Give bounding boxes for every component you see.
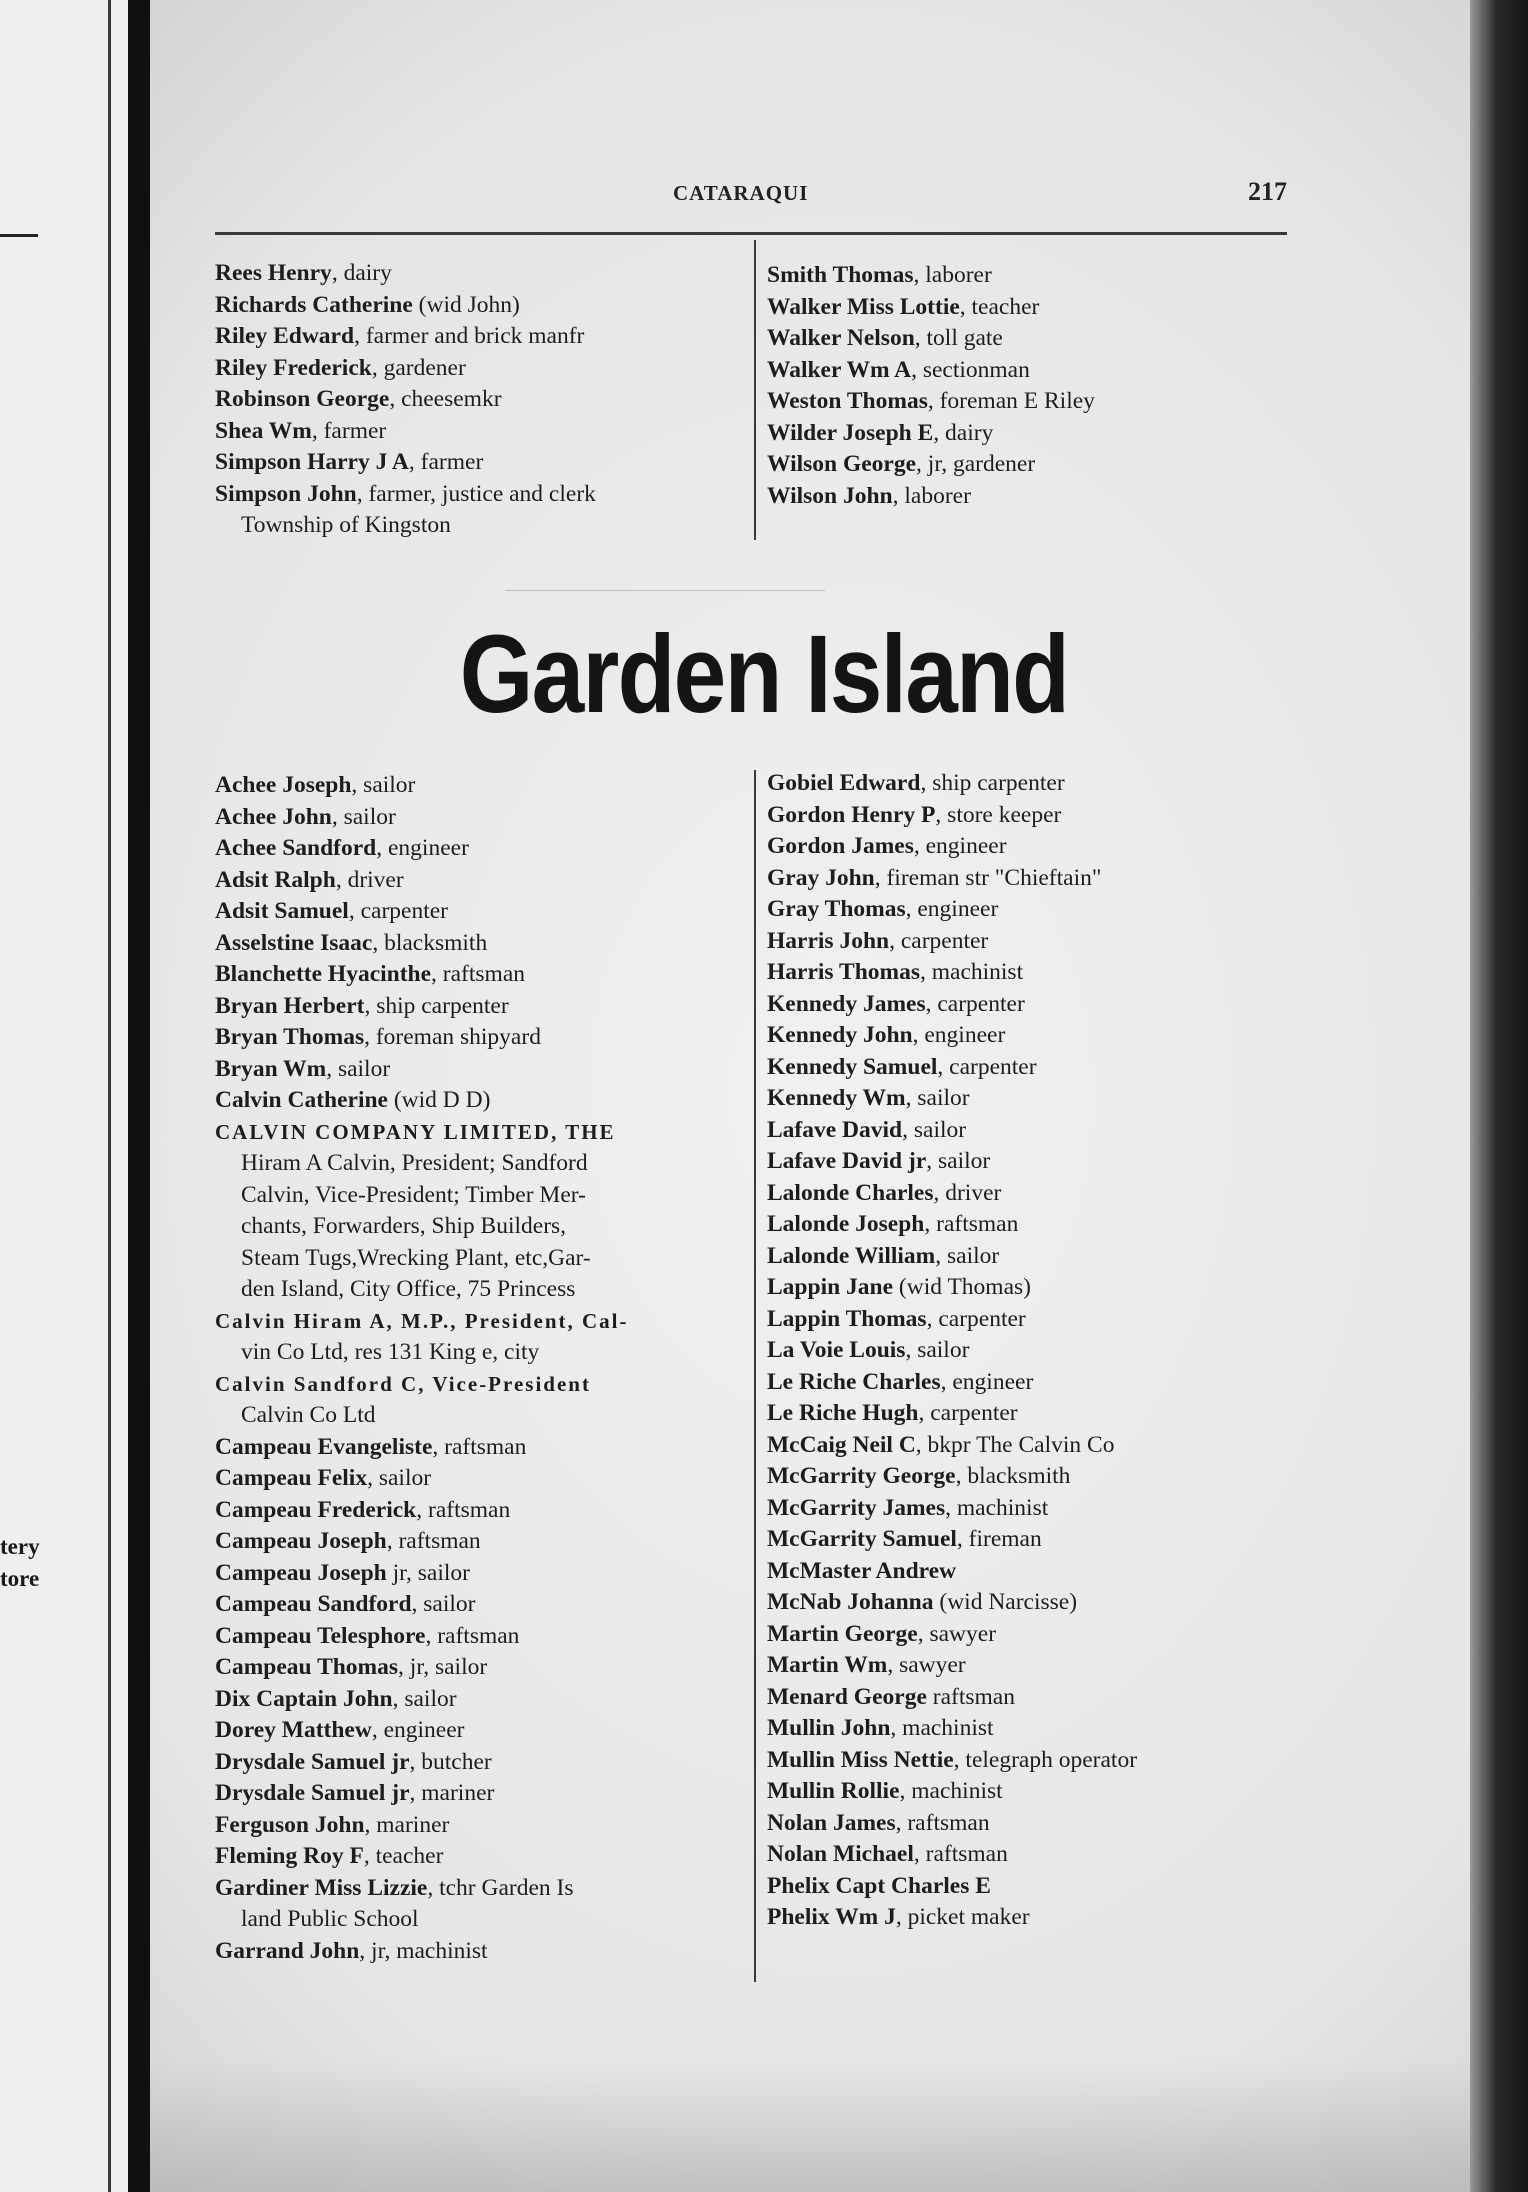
entry-text: chants, Forwarders, Ship Builders, [241, 1213, 567, 1239]
entry-name: Robinson George [215, 386, 390, 412]
entry-description: , jr, sailor [398, 1654, 488, 1680]
entry-description: raftsman [926, 1683, 1015, 1710]
entry-text: vin Co Ltd, res 131 King e, city [241, 1339, 540, 1365]
page-number: 217 [1248, 177, 1287, 206]
directory-entry [215, 416, 596, 448]
entry-description: , cheesemkr [389, 386, 502, 412]
directory-entry [215, 1621, 629, 1653]
entry-description: , machinist [945, 1494, 1049, 1521]
entry-description: , mariner [409, 1780, 495, 1806]
entry-name: Weston Thomas [767, 388, 928, 414]
entry-text: Calvin Co Ltd [241, 1402, 376, 1428]
entry-name: Menard George [767, 1683, 927, 1710]
entry-name: Kennedy John [767, 1022, 913, 1048]
directory-entry [767, 1556, 1137, 1588]
entry-name: Campeau Joseph [215, 1559, 387, 1586]
entry-name: Dix Captain John [215, 1685, 393, 1712]
entry-name: Shea Wm [215, 417, 312, 444]
directory-entry [767, 894, 1137, 926]
entry-name: La Voie Louis [767, 1337, 906, 1363]
directory-entry [767, 1020, 1137, 1052]
directory-entry [215, 1463, 629, 1495]
directory-entry [767, 1871, 1137, 1903]
cataraqui-left-column [215, 258, 596, 542]
entry-description: , laborer [892, 482, 971, 509]
entry-description: , dairy [331, 260, 392, 286]
directory-entry [215, 1526, 629, 1558]
directory-entry [215, 833, 629, 865]
directory-entry [215, 865, 629, 897]
directory-entry [767, 292, 1095, 324]
entry-description: , farmer, justice and clerk [356, 480, 596, 507]
directory-entry [215, 802, 629, 834]
directory-entry [767, 1209, 1137, 1241]
entry-description: , teacher [959, 293, 1040, 320]
entry-name: Simpson Harry J A [215, 449, 409, 475]
entry-description: , ship carpenter [920, 770, 1065, 796]
entry-name: Riley Edward [215, 323, 355, 349]
entry-description: (wid D D) [387, 1087, 491, 1113]
entry-description: , ship carpenter [364, 992, 509, 1019]
entry-name: Bryan Herbert [215, 992, 365, 1019]
entry-name: Rees Henry [215, 260, 332, 286]
entry-name: Gardiner Miss Lizzie [215, 1874, 428, 1901]
entry-continuation [215, 1211, 629, 1243]
entry-name: Martin George [767, 1620, 918, 1647]
entry-name: Lafave David jr [767, 1148, 927, 1174]
directory-entry [215, 1117, 629, 1149]
directory-entry [215, 1747, 629, 1779]
directory-entry [767, 481, 1095, 513]
entry-name: McMaster Andrew [767, 1557, 957, 1584]
entry-name: Harris Thomas [767, 959, 920, 985]
entry-description: , sectionman [911, 356, 1030, 383]
entry-description: , blacksmith [955, 1463, 1071, 1489]
entry-description: , fireman str "Chieftain" [874, 864, 1102, 891]
directory-entry [215, 447, 596, 479]
directory-entry [767, 418, 1095, 450]
directory-entry [767, 1083, 1137, 1115]
entry-description: , engineer [371, 1717, 465, 1743]
entry-description: , telegraph operator [953, 1746, 1138, 1773]
entry-description: , carpenter [348, 898, 448, 924]
directory-entry [215, 1778, 629, 1810]
previous-page-fragment: tery [0, 1534, 40, 1559]
entry-description: , sailor [367, 1465, 432, 1491]
entry-description: , carpenter [918, 1400, 1018, 1426]
entry-name: Walker Wm A [767, 356, 912, 383]
directory-entry [215, 290, 596, 322]
header-rule [215, 232, 1287, 235]
entry-text: Township of Kingston [241, 512, 451, 538]
entry-description: , sailor [331, 803, 396, 830]
entry-description: , farmer [311, 417, 387, 444]
entry-description: , sailor [926, 1148, 991, 1174]
directory-entry [767, 1367, 1137, 1399]
entry-description: , sailor [392, 1685, 457, 1712]
directory-entry [767, 1493, 1137, 1525]
entry-name: Garrand John [215, 1937, 360, 1964]
entry-name: Blanchette Hyacinthe [215, 961, 432, 987]
entry-description: , raftsman [416, 1496, 511, 1523]
entry-name: Mullin Miss Nettie [767, 1746, 954, 1773]
entry-name: Lappin Jane [767, 1274, 894, 1300]
directory-entry [767, 1115, 1137, 1147]
directory-entry [215, 1715, 629, 1747]
entry-name: Gobiel Edward [767, 770, 921, 796]
directory-entry [215, 1684, 629, 1716]
directory-entry [767, 1745, 1137, 1777]
entry-description: jr, sailor [386, 1559, 470, 1586]
entry-name: Bryan Thomas [215, 1024, 365, 1050]
directory-entry [767, 1524, 1137, 1556]
entry-name: Dorey Matthew [215, 1717, 372, 1743]
directory-entry [215, 928, 629, 960]
entry-description: , mariner [364, 1811, 450, 1838]
entry-description: , gardener [371, 354, 466, 381]
directory-entry [215, 258, 596, 290]
directory-entry [215, 1085, 629, 1117]
entry-text: Hiram A Calvin, President; Sandford [241, 1150, 588, 1176]
entry-description: (wid John) [412, 291, 520, 318]
entry-description: , jr, gardener [916, 451, 1036, 477]
directory-entry [767, 926, 1137, 958]
directory-entry [767, 831, 1137, 863]
previous-page-rule [0, 234, 38, 237]
entry-description: , butcher [409, 1748, 492, 1775]
entry-description: , teacher [363, 1843, 444, 1869]
entry-description: , picket maker [895, 1904, 1030, 1930]
directory-entry [767, 260, 1095, 292]
entry-name: Kennedy Wm [767, 1085, 906, 1111]
entry-name: Lalonde Charles [767, 1179, 934, 1206]
directory-entry [215, 1558, 629, 1590]
entry-description: , raftsman [425, 1622, 520, 1649]
entry-text: Calvin, Vice-President; Timber Mer- [241, 1181, 586, 1208]
right-page-edge [1470, 0, 1528, 2192]
entry-name: Lalonde Joseph [767, 1211, 925, 1237]
directory-entry [767, 1335, 1137, 1367]
entry-description: , jr, machinist [359, 1937, 488, 1964]
directory-entry [767, 1461, 1137, 1493]
entry-name: Martin Wm [767, 1652, 888, 1678]
entry-name: CALVIN COMPANY LIMITED, THE [215, 1119, 616, 1144]
entry-description: (wid Thomas) [893, 1274, 1031, 1300]
entry-name: Le Riche Hugh [767, 1400, 919, 1426]
entry-text: den Island, City Office, 75 Princess [241, 1276, 576, 1302]
entry-name: McGarrity George [767, 1463, 956, 1489]
entry-description: , driver [933, 1179, 1002, 1206]
entry-description: , carpenter [925, 990, 1025, 1017]
section-title: Garden Island [459, 613, 1069, 736]
directory-entry [215, 1054, 629, 1086]
entry-name: Lafave David [767, 1116, 903, 1143]
entry-description: , sailor [905, 1337, 970, 1363]
entry-name: Ferguson John [215, 1811, 365, 1838]
entry-description: , laborer [913, 262, 992, 288]
entry-name: Campeau Felix [215, 1465, 368, 1491]
directory-entry [767, 386, 1095, 418]
entry-name: Phelix Wm J [767, 1904, 896, 1930]
binding-line [108, 0, 111, 2192]
directory-entry [767, 1430, 1137, 1462]
garden-island-right-column [767, 768, 1137, 1934]
entry-name: Adsit Ralph [215, 866, 336, 893]
entry-name: Adsit Samuel [215, 898, 349, 924]
entry-description: , raftsman [895, 1809, 990, 1836]
bottom-shadow [150, 2060, 1470, 2192]
entry-name: Achee John [215, 803, 332, 830]
cataraqui-right-column [767, 260, 1095, 512]
entry-name: Calvin Sandford C, Vice-President [215, 1371, 591, 1396]
directory-entry [767, 1713, 1137, 1745]
previous-page-fragment: tore [0, 1566, 40, 1591]
entry-name: Le Riche Charles [767, 1368, 941, 1395]
entry-name: Calvin Hiram A, M.P., President, Cal- [215, 1308, 629, 1333]
entry-description: , sailor [905, 1085, 970, 1111]
directory-entry [767, 323, 1095, 355]
directory-entry [767, 1398, 1137, 1430]
directory-entry [767, 1902, 1137, 1934]
entry-description: , raftsman [431, 961, 526, 987]
entry-description: , foreman E Riley [927, 388, 1095, 414]
directory-entry [767, 1241, 1137, 1273]
directory-entry [767, 1839, 1137, 1871]
directory-entry [215, 1652, 629, 1684]
directory-entry [767, 863, 1137, 895]
entry-description: , sawyer [887, 1652, 966, 1678]
entry-description: , machinist [919, 959, 1024, 985]
entry-continuation [215, 1243, 629, 1275]
directory-entry [767, 1682, 1137, 1714]
entry-continuation [215, 1180, 629, 1212]
entry-continuation [215, 1904, 629, 1936]
entry-continuation [215, 1148, 629, 1180]
entry-description: , toll gate [914, 325, 1003, 351]
directory-entry [767, 1619, 1137, 1651]
directory-entry [767, 768, 1137, 800]
directory-entry [767, 1178, 1137, 1210]
section-separator [505, 590, 825, 591]
directory-entry [767, 1304, 1137, 1336]
directory-entry [215, 479, 596, 511]
entry-description: , carpenter [937, 1053, 1037, 1080]
entry-name: Smith Thomas [767, 262, 914, 288]
directory-entry [215, 1810, 629, 1842]
entry-description: , carpenter [926, 1305, 1026, 1332]
directory-entry [767, 957, 1137, 989]
entry-description: , farmer [408, 449, 484, 475]
directory-entry [215, 1936, 629, 1968]
entry-name: Phelix Capt Charles E [767, 1872, 991, 1899]
entry-name: Walker Nelson [767, 325, 915, 351]
entry-name: Campeau Frederick [215, 1496, 417, 1523]
entry-continuation [215, 1337, 629, 1369]
entry-description: , bkpr The Calvin Co [915, 1431, 1115, 1458]
entry-name: McGarrity Samuel [767, 1526, 957, 1552]
directory-entry [215, 896, 629, 928]
directory-entry [215, 1369, 629, 1401]
entry-name: Bryan Wm [215, 1055, 327, 1082]
entry-description: , raftsman [432, 1433, 527, 1460]
directory-entry [767, 800, 1137, 832]
entry-name: Nolan James [767, 1809, 896, 1836]
entry-description: , sailor [351, 772, 416, 798]
entry-description: , engineer [376, 835, 469, 861]
entry-description: , engineer [905, 896, 999, 922]
entry-name: Kennedy James [767, 990, 926, 1017]
entry-description: , engineer [912, 1022, 1006, 1048]
entry-name: Simpson John [215, 480, 357, 507]
directory-entry [215, 959, 629, 991]
entry-description: , dairy [933, 419, 994, 446]
directory-entry [215, 384, 596, 416]
directory-entry [215, 991, 629, 1023]
entry-text: land Public School [241, 1906, 419, 1932]
entry-name: Gordon Henry P [767, 801, 936, 828]
entry-description: , engineer [940, 1368, 1034, 1395]
entry-description: , driver [335, 866, 404, 893]
entry-name: Gordon James [767, 833, 914, 859]
entry-description: , raftsman [924, 1211, 1019, 1237]
entry-name: Wilson John [767, 482, 893, 509]
directory-entry [215, 770, 629, 802]
entry-description: , machinist [899, 1778, 1003, 1804]
directory-entry [215, 1495, 629, 1527]
entry-name: Campeau Joseph [215, 1528, 387, 1554]
entry-name: Campeau Evangeliste [215, 1433, 433, 1460]
column-divider [754, 240, 756, 540]
entry-description: , sailor [935, 1242, 1000, 1269]
directory-entry [767, 1776, 1137, 1808]
entry-name: Walker Miss Lottie [767, 293, 960, 320]
directory-entry [215, 1873, 629, 1905]
entry-name: Fleming Roy F [215, 1843, 364, 1869]
directory-entry [767, 1052, 1137, 1084]
entry-name: Achee Sandford [215, 835, 377, 861]
entry-name: Achee Joseph [215, 772, 352, 798]
entry-name: Calvin Catherine [215, 1087, 388, 1113]
entry-name: Kennedy Samuel [767, 1053, 938, 1080]
directory-entry [767, 449, 1095, 481]
entry-description: , carpenter [889, 927, 989, 954]
entry-description: , farmer and brick manfr [354, 323, 585, 349]
directory-entry [215, 1841, 629, 1873]
entry-name: Lappin Thomas [767, 1305, 927, 1332]
directory-entry [767, 355, 1095, 387]
entry-name: Drysdale Samuel jr [215, 1748, 410, 1775]
entry-name: Campeau Sandford [215, 1591, 412, 1617]
entry-name: McGarrity James [767, 1494, 946, 1521]
directory-entry [215, 1022, 629, 1054]
directory-entry [767, 1587, 1137, 1619]
directory-entry [215, 1432, 629, 1464]
directory-entry [767, 1808, 1137, 1840]
entry-name: Lalonde William [767, 1242, 936, 1269]
entry-description: , machinist [890, 1715, 994, 1741]
running-head: CATARAQUI [673, 181, 809, 205]
directory-entry [767, 1650, 1137, 1682]
entry-text: Steam Tugs,Wrecking Plant, etc,Gar- [241, 1244, 591, 1271]
entry-name: Gray John [767, 864, 875, 891]
entry-name: Campeau Thomas [215, 1654, 399, 1680]
entry-description: , raftsman [386, 1528, 481, 1554]
entry-name: Gray Thomas [767, 896, 906, 922]
entry-name: Mullin John [767, 1715, 891, 1741]
entry-continuation [215, 1400, 629, 1432]
entry-description: , sawyer [917, 1620, 997, 1647]
entry-name: McNab Johanna [767, 1589, 934, 1615]
entry-description: , store keeper [935, 801, 1062, 828]
entry-name: Riley Frederick [215, 354, 372, 381]
entry-description: , blacksmith [372, 929, 488, 956]
entry-description: , sailor [411, 1591, 476, 1617]
entry-name: Wilder Joseph E [767, 419, 934, 446]
entry-description: , raftsman [913, 1841, 1008, 1867]
entry-name: Wilson George [767, 451, 917, 477]
entry-continuation [215, 510, 596, 542]
entry-description: , sailor [902, 1116, 967, 1143]
entry-name: Campeau Telesphore [215, 1622, 426, 1649]
entry-name: Richards Catherine [215, 291, 413, 318]
garden-island-left-column [215, 770, 629, 1967]
directory-entry [767, 1146, 1137, 1178]
directory-entry [215, 353, 596, 385]
page-binding-shadow [128, 0, 150, 2192]
entry-name: Drysdale Samuel jr [215, 1780, 410, 1806]
entry-name: Asselstine Isaac [215, 929, 373, 956]
directory-entry [767, 989, 1137, 1021]
column-divider [754, 770, 756, 1982]
directory-entry [767, 1272, 1137, 1304]
entry-description: , fireman [956, 1526, 1042, 1552]
entry-name: McCaig Neil C [767, 1431, 916, 1458]
entry-name: Harris John [767, 927, 890, 954]
entry-name: Mullin Rollie [767, 1778, 900, 1804]
entry-description: , engineer [913, 833, 1007, 859]
directory-entry [215, 1306, 629, 1338]
entry-name: Nolan Michael [767, 1841, 914, 1867]
entry-description: , sailor [326, 1055, 391, 1082]
entry-description: , foreman shipyard [364, 1024, 541, 1050]
directory-entry [215, 1589, 629, 1621]
entry-description: (wid Narcisse) [933, 1589, 1078, 1615]
entry-description: , tchr Garden Is [427, 1874, 574, 1901]
directory-entry [215, 321, 596, 353]
entry-continuation [215, 1274, 629, 1306]
